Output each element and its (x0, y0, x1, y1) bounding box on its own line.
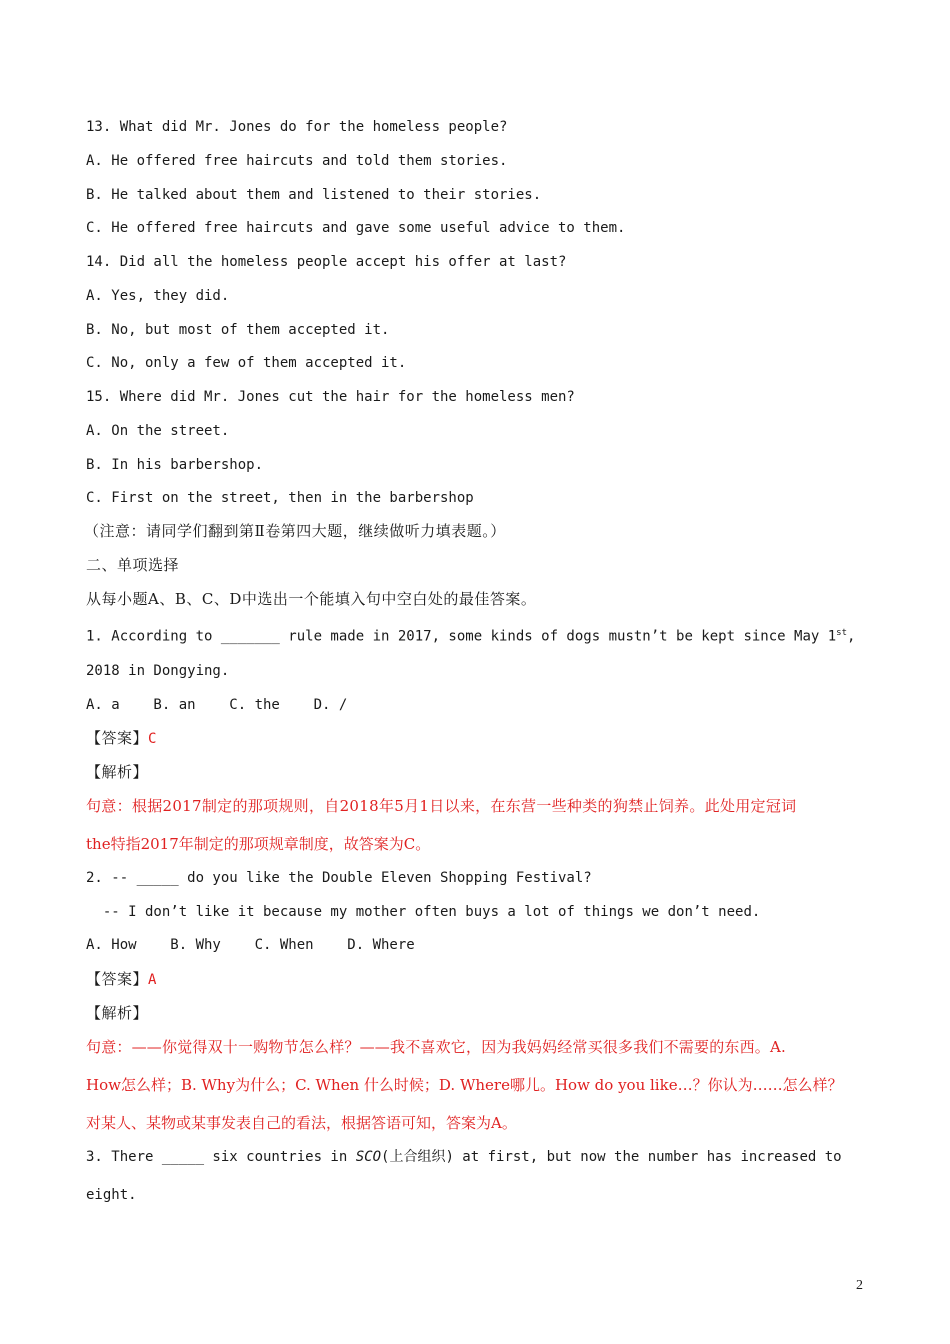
question-3-line2: eight. (86, 1187, 137, 1203)
analysis-1-line1: 句意：根据2017制定的那项规则，自2018年5月1日以来，在东营一些种类的狗禁止饲养。此处用定冠词 (86, 797, 797, 815)
analysis-2-line3: 对某人、某物或某事发表自己的看法，根据答语可知，答案为A。 (86, 1114, 517, 1132)
section-instruction: 从每小题A、B、C、D中选出一个能填入句中空白处的最佳答案。 (86, 590, 537, 608)
listening-note: （注意：请同学们翻到第Ⅱ卷第四大题，继续做听力填表题。） (84, 522, 506, 540)
question-2-line1: 2. -- _____ do you like the Double Eleven Shopping Festival? (86, 870, 592, 886)
analysis-1-label: 【解析】 (86, 763, 149, 781)
answer-2: 【答案】A (86, 970, 157, 988)
option-13c: C. He offered free haircuts and gave some useful advice to them. (86, 220, 626, 236)
question-1-line1: 1. According to _______ rule made in 2017, some kinds of dogs mustn’t be kept since May 1st, (86, 628, 856, 645)
analysis-2-line1: 句意：——你觉得双十一购物节怎么样？——我不喜欢它，因为我妈妈经常买很多我们不需要的东西。A. (86, 1038, 787, 1056)
option-15a: A. On the street. (86, 423, 230, 439)
analysis-2-line2: How怎么样；B. Why为什么；C. When 什么时候；D. Where哪儿。How do you like…？你认为……怎么样？ (86, 1076, 843, 1094)
question-3-line1: 3. There _____ six countries in SCO(上合组织) at first, but now the number has increased to (86, 1149, 842, 1165)
section-title: 二、单项选择 (86, 556, 180, 574)
option-13a: A. He offered free haircuts and told them stories. (86, 153, 508, 169)
question-1-options: A. a B. an C. the D. / (86, 697, 348, 713)
option-14b: B. No, but most of them accepted it. (86, 322, 390, 338)
question-1-line2: 2018 in Dongying. (86, 663, 230, 679)
question-14: 14. Did all the homeless people accept his offer at last? (86, 254, 567, 270)
analysis-1-line2: the特指2017年制定的那项规章制度，故答案为C。 (86, 835, 431, 853)
answer-1: 【答案】C (86, 729, 157, 747)
question-2-line2: -- I don’t like it because my mother often buys a lot of things we don’t need. (86, 904, 761, 920)
option-15b: B. In his barbershop. (86, 457, 264, 473)
question-2-options: A. How B. Why C. When D. Where (86, 937, 415, 953)
option-14c: C. No, only a few of them accepted it. (86, 355, 407, 371)
page-number: 2 (856, 1278, 863, 1293)
option-13b: B. He talked about them and listened to their stories. (86, 187, 542, 203)
question-13: 13. What did Mr. Jones do for the homeless people? (86, 119, 508, 135)
option-14a: A. Yes, they did. (86, 288, 230, 304)
question-15: 15. Where did Mr. Jones cut the hair for the homeless men? (86, 389, 575, 405)
option-15c: C. First on the street, then in the barbershop (86, 490, 474, 506)
analysis-2-label: 【解析】 (86, 1004, 149, 1022)
